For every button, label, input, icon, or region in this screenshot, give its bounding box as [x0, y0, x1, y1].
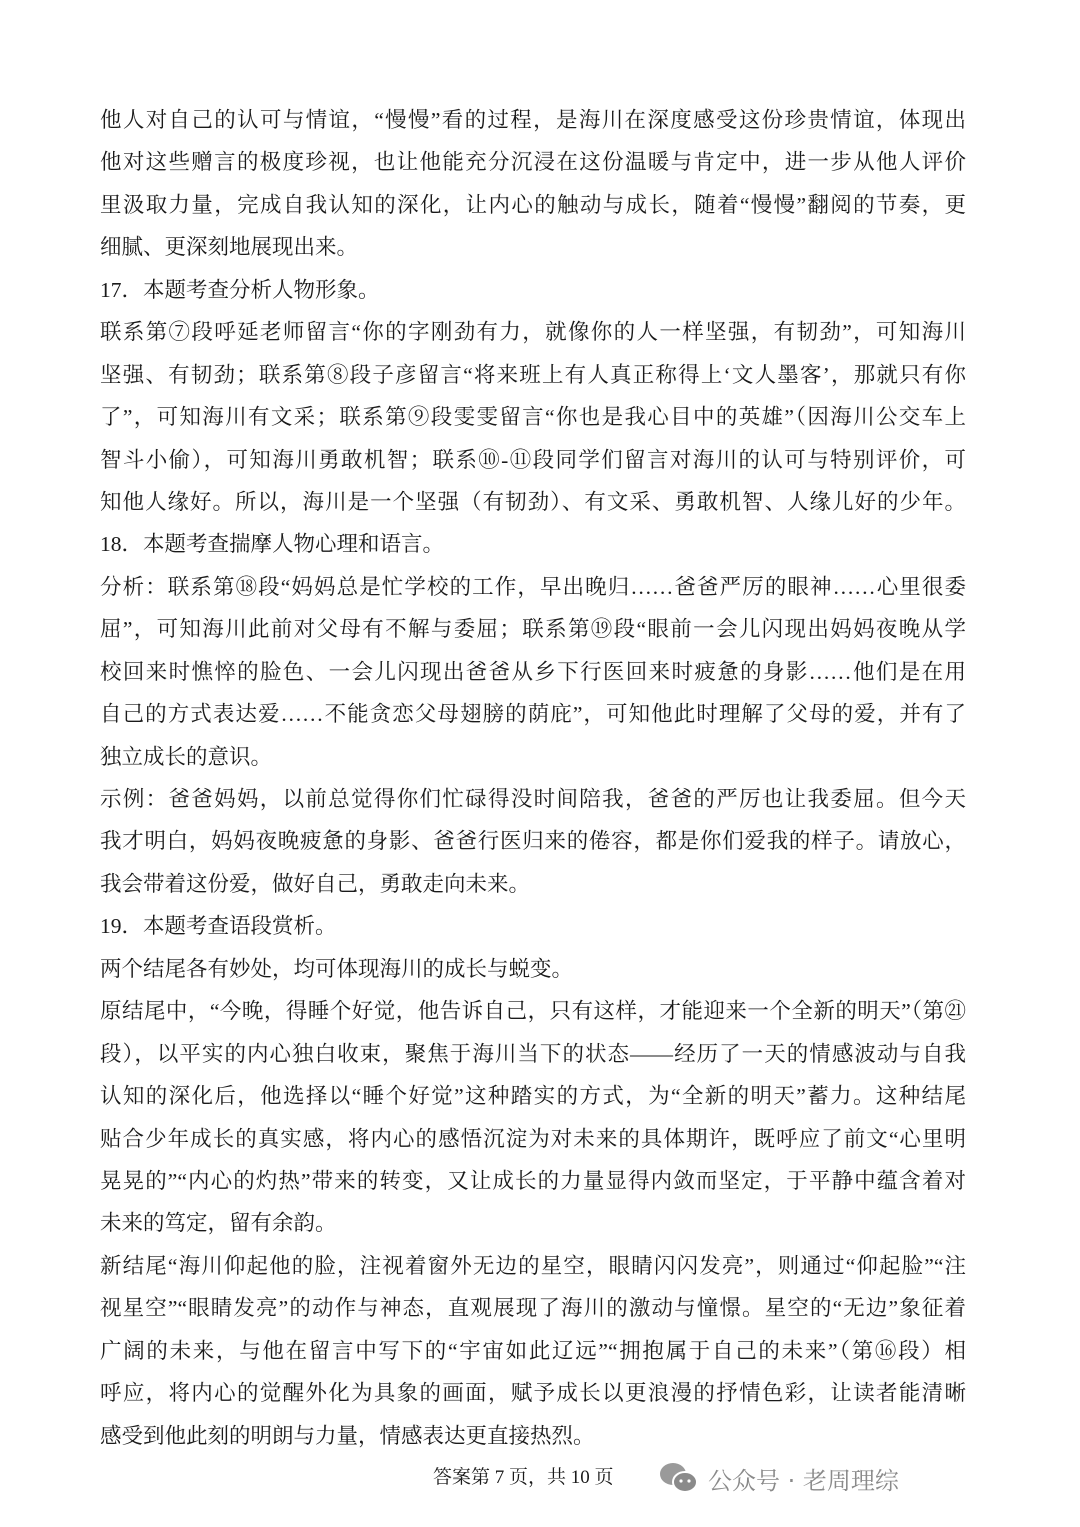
text-line: 我才明白，妈妈夜晚疲惫的身影、爸爸行医归来的倦容，都是你们爱我的样子。请放心， [100, 829, 966, 854]
text-line: 里汲取力量，完成自我认知的深化，让内心的触动与成长，随着“慢慢”翻阅的节奏，更 [100, 192, 966, 217]
text-line: 新结尾“海川仰起他的脸，注视着窗外无边的星空，眼睛闪闪发亮”，则通过“仰起脸”“注 [100, 1253, 966, 1278]
text-line: 未来的笃定，留有余韵。 [100, 1211, 337, 1236]
text-line: 坚强、有韧劲；联系第⑧段子彦留言“将来班上有人真正称得上‘文人墨客’，那就只有你 [100, 362, 966, 387]
text-line: 两个结尾各有妙处，均可体现海川的成长与蜕变。 [100, 956, 574, 981]
page-number: 答案第 7 页，共 10 页 [433, 1467, 614, 1488]
text-line: 分析：联系第⑱段“妈妈总是忙学校的工作，早出晚归……爸爸严厉的眼神……心里很委 [100, 574, 966, 599]
wechat-icon [658, 1460, 700, 1496]
text-line: 广阔的未来，与他在留言中写下的“宇宙如此辽远”“拥抱属于自己的未来”（第⑯段）相 [100, 1338, 966, 1363]
text-line: 呼应，将内心的觉醒外化为具象的画面，赋予成长以更浪漫的抒情色彩，让读者能清晰 [100, 1381, 966, 1406]
text-line: 独立成长的意识。 [100, 744, 273, 769]
text-line: 了”，可知海川有文采；联系第⑨段雯雯留言“你也是我心目中的英雄”（因海川公交车上 [100, 405, 966, 430]
text-line: 联系第⑦段呼延老师留言“你的字刚劲有力，就像你的人一样坚强，有韧劲”，可知海川 [100, 320, 966, 345]
text-line: 知他人缘好。所以，海川是一个坚强（有韧劲）、有文采、勇敢机智、人缘儿好的少年。 [100, 489, 966, 514]
text-line: 他对这些赠言的极度珍视，也让他能充分沉浸在这份温暖与肯定中，进一步从他人评价 [100, 150, 966, 175]
text-line: 19．本题考查语段赏析。 [100, 914, 337, 939]
text-line: 原结尾中，“今晚，得睡个好觉，他告诉自己，只有这样，才能迎来一个全新的明天”（第㉑ [100, 999, 966, 1024]
text-line: 他人对自己的认可与情谊，“慢慢”看的过程，是海川在深度感受这份珍贵情谊，体现出 [100, 108, 966, 132]
answer-text-body [100, 104, 966, 1462]
text-line: 贴合少年成长的真实感，将内心的感悟沉淀为对未来的具体期许，既呼应了前文“心里明 [100, 1126, 966, 1151]
text-line: 认知的深化后，他选择以“睡个好觉”这种踏实的方式，为“全新的明天”蓄力。这种结尾 [100, 1084, 966, 1109]
watermark [658, 1460, 899, 1496]
text-line: 感受到他此刻的明朗与力量，情感表达更直接热烈。 [100, 1423, 595, 1448]
text-line: 示例：爸爸妈妈，以前总觉得你们忙碌得没时间陪我，爸爸的严厉也让我委屈。但今天 [100, 787, 966, 811]
text-line: 智斗小偷），可知海川勇敢机智；联系⑩-⑪段同学们留言对海川的认可与特别评价，可 [100, 447, 966, 472]
text-line: 晃晃的”“内心的灼热”带来的转变，又让成长的力量显得内敛而坚定，于平静中蕴含着对 [100, 1168, 966, 1193]
text-line: 屈”，可知海川此前对父母有不解与委屈；联系第⑲段“眼前一会儿闪现出妈妈夜晚从学 [100, 617, 966, 642]
text-line: 17．本题考查分析人物形象。 [100, 277, 380, 302]
text-line: 细腻、更深刻地展现出来。 [100, 235, 359, 260]
text-line: 段），以平实的内心独白收束，聚焦于海川当下的状态——经历了一天的情感波动与自我 [100, 1041, 966, 1066]
text-line: 视星空”“眼睛发亮”的动作与神态，直观展现了海川的激动与憧憬。星空的“无边”象征着 [100, 1296, 966, 1321]
text-line: 我会带着这份爱，做好自己，勇敢走向未来。 [100, 871, 531, 896]
watermark-text: 公众号 · 老周理综 [708, 1466, 899, 1495]
text-line: 校回来时憔悴的脸色、一会儿闪现出爸爸从乡下行医回来时疲惫的身影……他们是在用 [100, 659, 966, 684]
text-line: 18．本题考查揣摩人物心理和语言。 [100, 532, 445, 557]
text-line: 自己的方式表达爱……不能贪恋父母翅膀的荫庇”，可知他此时理解了父母的爱，并有了 [100, 702, 966, 727]
